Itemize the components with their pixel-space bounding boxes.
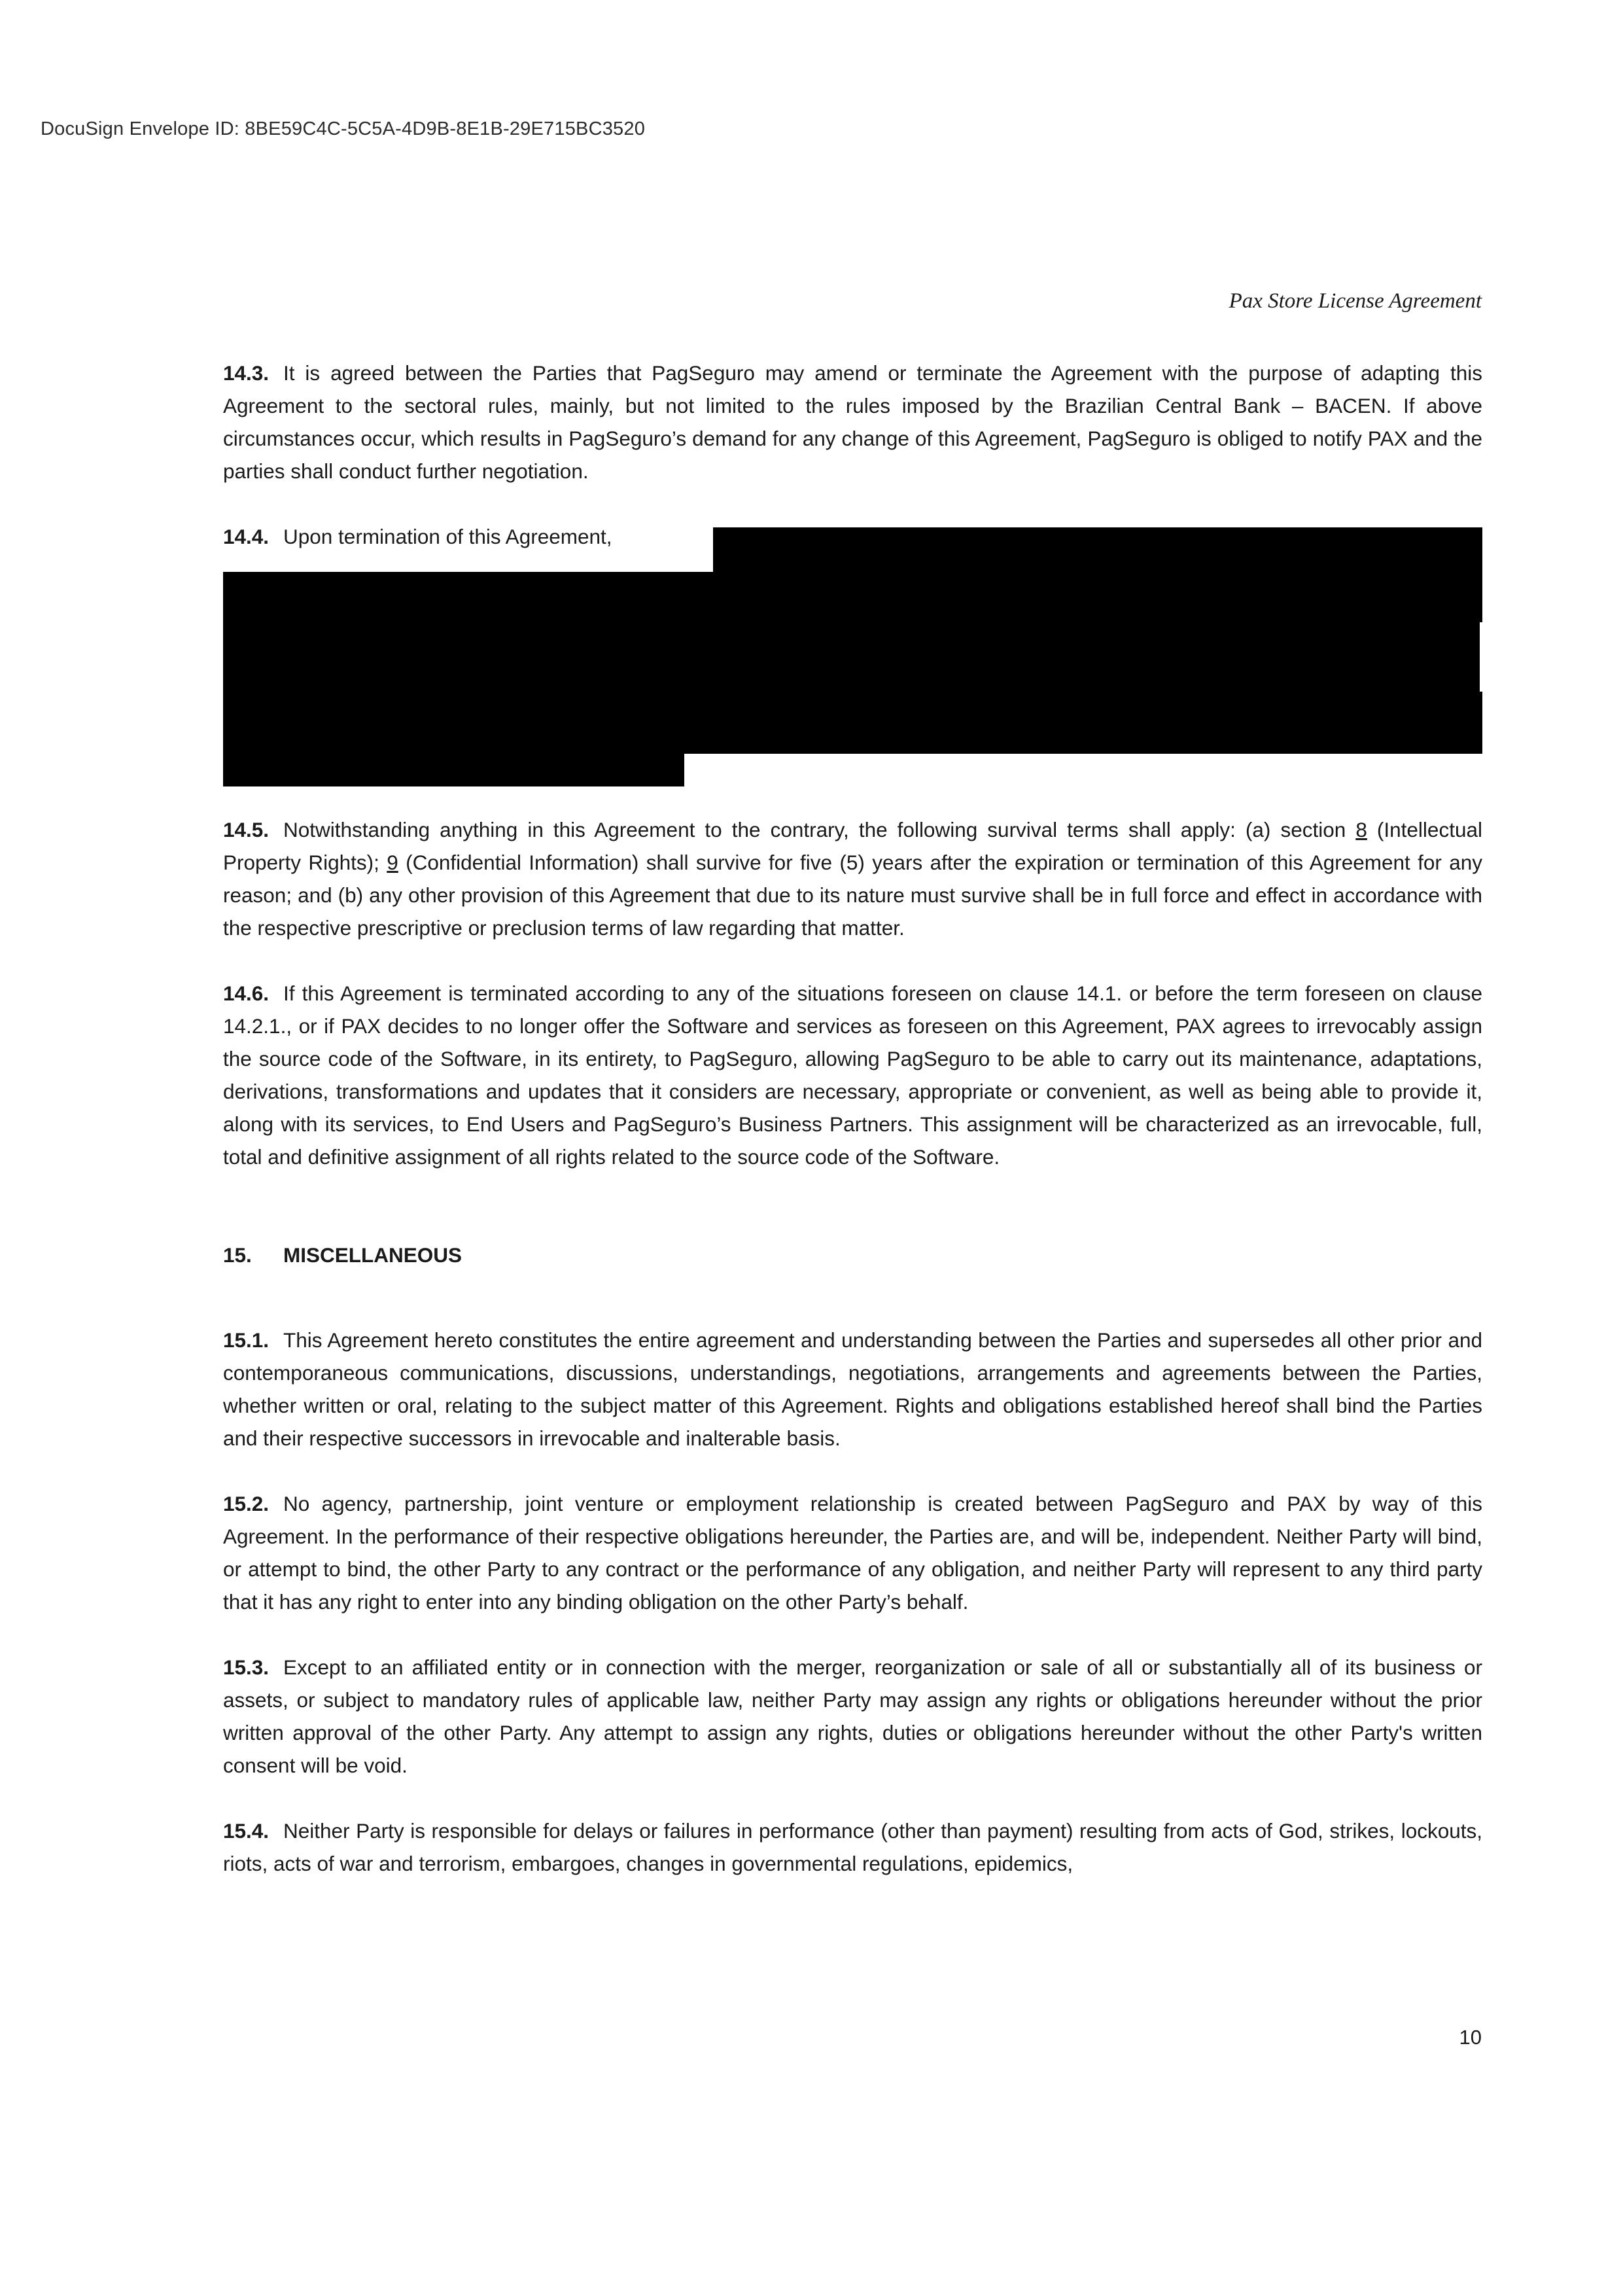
clause-14-4-lead [223,520,612,553]
clause-15-3-number: 15.3. [223,1655,270,1679]
section-15-heading [223,1239,1482,1271]
redaction-block-line-3 [223,622,1480,692]
clause-15-4-text: Neither Party is responsible for delays or failures in performance (other than payment) resulting from acts of God, strikes, lockouts, riots, acts of war and terrorism, embargoes, changes in governmental regulations, epidemics, [223,1819,1482,1875]
spacer [223,1640,1482,1651]
clause-15-1 [223,1324,1482,1455]
clause-14-5-section-ref-a: 8 [1355,818,1367,841]
docusign-envelope-id: DocuSign Envelope ID: 8BE59C4C-5C5A-4D9B-8E1B-29E715BC3520 [41,118,646,139]
clause-14-4 [223,520,1482,783]
clause-14-5-section-ref-b: 9 [387,851,398,874]
spacer [223,783,1482,813]
clause-14-5-text-part1: Notwithstanding anything in this Agreement to the contrary, the following survival terms shall apply: (a) section [283,818,1356,841]
clause-15-1-text: This Agreement hereto constitutes the entire agreement and understanding between the Parties and supersedes all other prior and contemporaneous communications, discussions, understandings, negotiations, arrangements and agreements between the Parties, whether written or oral, relating to the subject matter of this Agreement. Rights and obligations established hereof shall bind the Parties and their respective successors in irrevocable and inalterable basis. [223,1328,1482,1450]
clause-14-5-text-part3: (Confidential Information) shall survive for five (5) years after the expiration or termination of this Agreement for any reason; and (b) any other provision of this Agreement that due to its nature must survive shall be in full force and effect in accordance with the respective prescriptive or preclusion terms of law regarding that matter. [223,851,1482,940]
spacer [223,1195,1482,1239]
clause-14-5-number: 14.5. [223,818,270,841]
spacer [223,1294,1482,1324]
clause-15-2-number: 15.2. [223,1492,270,1515]
clause-15-3-text: Except to an affiliated entity or in connection with the merger, reorganization or sale of all or substantially all of its business or assets, or subject to mandatory rules of applicable law, neither Party may assign any rights or obligations hereunder without the prior written approval of the other Party. Any attempt to assign any rights, duties or obligations hereunder without the other Party's written consent will be void. [223,1655,1482,1777]
spacer [223,966,1482,977]
clause-15-3 [223,1651,1482,1782]
clause-14-6-number: 14.6. [223,981,270,1005]
clause-14-6-text: If this Agreement is terminated according to any of the situations foreseen on clause 14.1. or before the term foreseen on clause 14.2.1., or if PAX decides to no longer offer the Software and services as foreseen on this Agreement, PAX agrees to irrevocably assign the source code of the Software, in its entirety, to PagSeguro, allowing PagSeguro to be able to carry out its maintenance, adaptations, derivations, transformations and updates that it considers are necessary, appropriate or convenient, as well as being able to provide it, along with its services, to End Users and PagSeguro’s Business Partners. This assignment will be characterized as an irrevocable, full, total and definitive assignment of all rights related to the source code of the Software. [223,981,1482,1169]
clause-15-4-number: 15.4. [223,1819,270,1843]
spacer [223,1477,1482,1487]
redaction-block-line-5 [223,754,684,786]
section-15-number: 15. [223,1243,252,1267]
spacer [223,510,1482,520]
clause-14-3 [223,357,1482,487]
clause-14-5 [223,813,1482,944]
clause-15-1-number: 15.1. [223,1328,270,1352]
section-15-title: MISCELLANEOUS [283,1243,462,1267]
redaction-block-line-4 [223,692,1482,754]
page-number: 10 [1459,2026,1482,2049]
spacer [223,1804,1482,1814]
clause-14-4-number: 14.4. [223,525,270,548]
clause-14-3-number: 14.3. [223,361,270,385]
clause-14-6 [223,977,1482,1173]
clause-14-4-text: Upon termination of this Agreement, [283,525,612,548]
clause-14-3-text: It is agreed between the Parties that PagSeguro may amend or terminate the Agreement with the purpose of adapting this Agreement to the sectoral rules, mainly, but not limited to the rules imposed by the Brazilian Central Bank – BACEN. If above circumstances occur, which results in PagSeguro’s demand for any change of this Agreement, PagSeguro is obliged to notify PAX and the parties shall conduct further negotiation. [223,361,1482,483]
clause-15-4 [223,1814,1482,1880]
running-header-title: Pax Store License Agreement [1229,289,1482,313]
document-body [223,357,1482,1880]
clause-14-5-text-part2: (Intellectual Property Rights); [223,818,1482,874]
clause-15-2 [223,1487,1482,1618]
redaction-block-line-1 [713,527,1482,572]
clause-15-2-text: No agency, partnership, joint venture or employment relationship is created between PagSeguro and PAX by way of this Agreement. In the performance of their respective obligations hereunder, the Parties are, and will be, independent. Neither Party will bind, or attempt to bind, the other Party to any contract or the performance of any obligation, and neither Party will represent to any third party that it has any right to enter into any binding obligation on the other Party’s behalf. [223,1492,1482,1614]
redaction-block-line-2 [223,572,1482,622]
